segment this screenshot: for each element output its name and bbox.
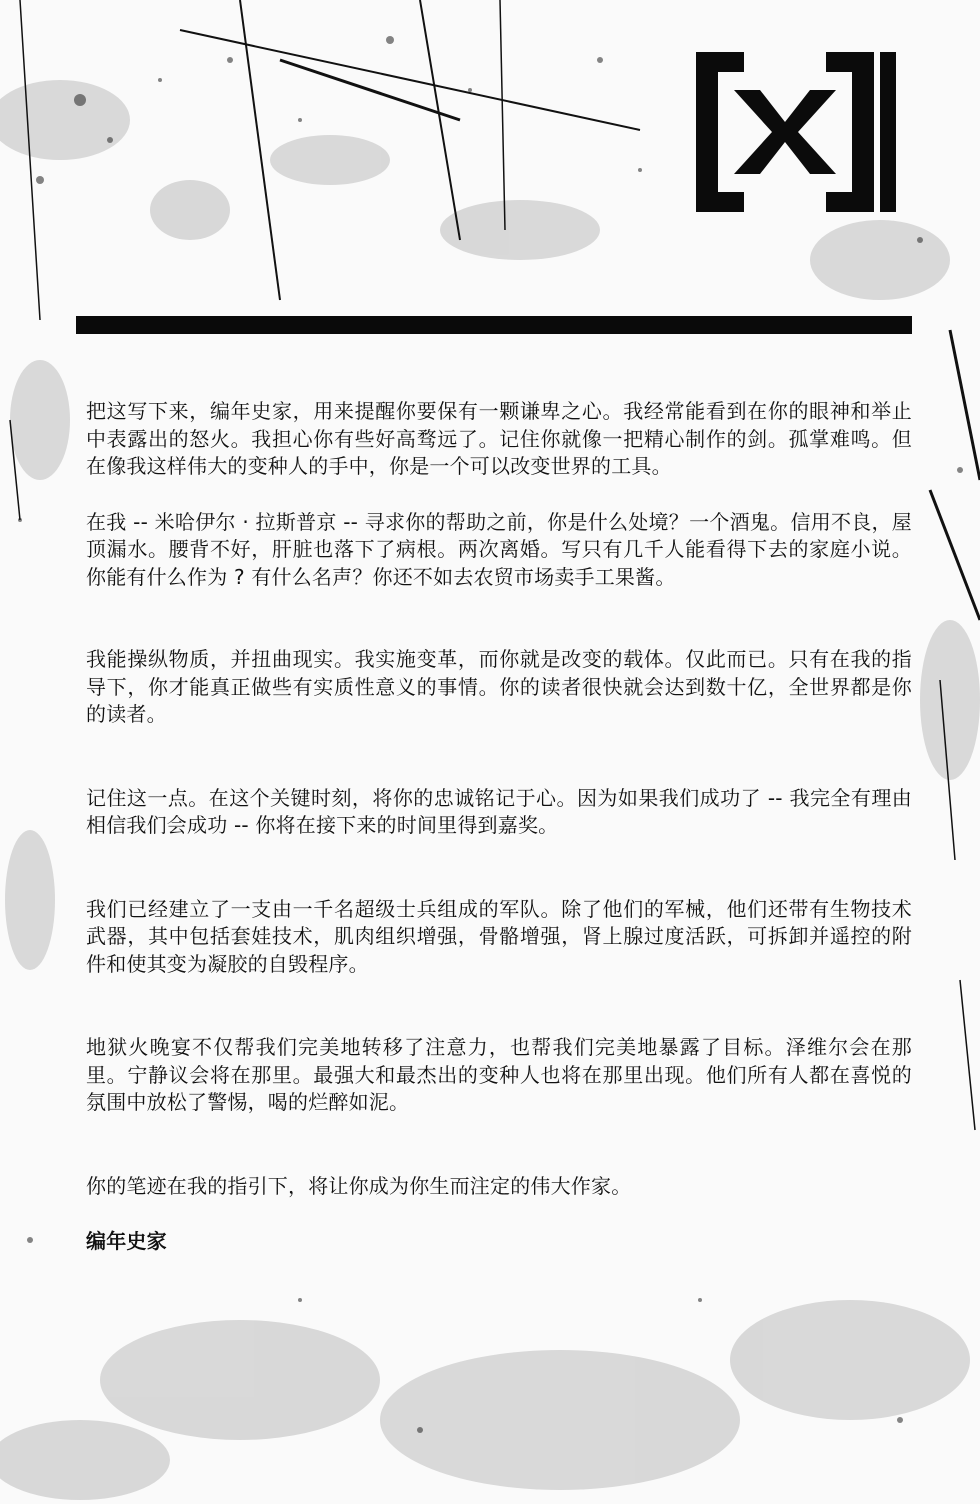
letter-paragraph: 我们已经建立了一支由一千名超级士兵组成的军队。除了他们的军械，他们还带有生物技术武器，其中包括套娃技术，肌肉组织增强，骨骼增强，肾上腺过度活跃，可拆卸并遥控的附件和使其变为凝胶的自毁程序。 xyxy=(86,896,912,976)
letter-signature: 编年史家 xyxy=(86,1229,167,1253)
letter-body xyxy=(86,398,912,1256)
letter-paragraph: 在我 -- 米哈伊尔 · 拉斯普京 -- 寻求你的帮助之前，你是什么处境？一个酒鬼。信用不良，屋顶漏水。腰背不好，肝脏也落下了病根。两次离婚。写只有几千人能看得下去的家庭小说。你能有什么作为 ? 有什么名声？你还不如去农贸市场卖手工果酱。 xyxy=(86,509,912,589)
header-divider-bar xyxy=(76,316,912,334)
letter-paragraph: 地狱火晚宴不仅帮我们完美地转移了注意力，也帮我们完美地暴露了目标。泽维尔会在那里。宁静议会将在那里。最强大和最杰出的变种人也将在那里出现。他们所有人都在喜悦的氛围中放松了警惕，喝的烂醉如泥。 xyxy=(86,1035,912,1114)
letter-paragraph: 你的笔迹在我的指引下，将让你成为你生而注定的伟大作家。 xyxy=(86,1173,632,1198)
letter-paragraph: 记住这一点。在这个关键时刻，将你的忠诚铭记于心。因为如果我们成功了 -- 我完全有理由相信我们会成功 -- 你将在接下来的时间里得到嘉奖。 xyxy=(86,785,912,837)
x-bracket-logo-icon xyxy=(696,52,896,212)
letter-paragraph: 把这写下来，编年史家，用来提醒你要保有一颗谦卑之心。我经常能看到在你的眼神和举止中表露出的怒火。我担心你有些好高骛远了。记住你就像一把精心制作的剑。孤掌难鸣。但在像我这样伟大的变种人的手中，你是一个可以改变世界的工具。 xyxy=(86,399,912,478)
letter-paragraph: 我能操纵物质，并扭曲现实。我实施变革，而你就是改变的载体。仅此而已。只有在我的指导下，你才能真正做些有实质性意义的事情。你的读者很快就会达到数十亿，全世界都是你的读者。 xyxy=(86,647,912,726)
